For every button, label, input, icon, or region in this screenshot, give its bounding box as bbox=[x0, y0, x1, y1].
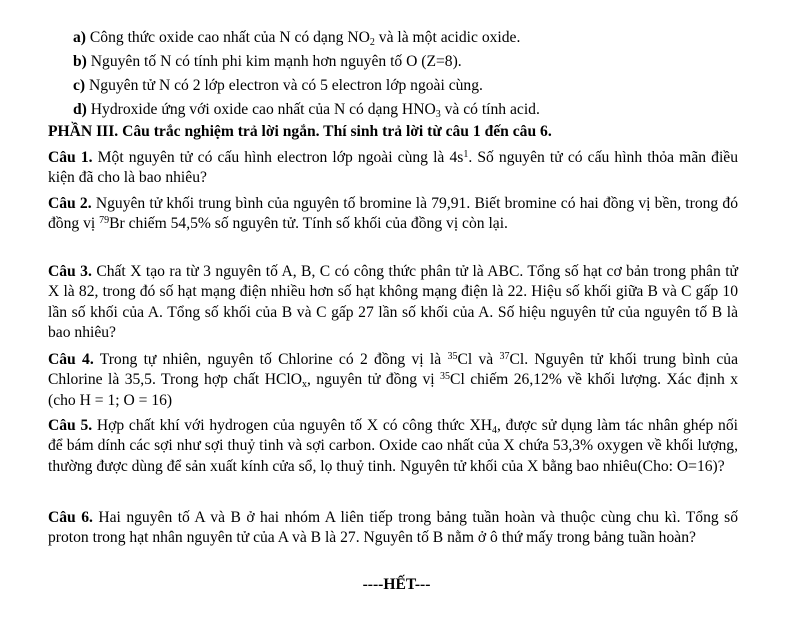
question-text: Trong tự nhiên, nguyên tố Chlorine có 2 đồng vị là bbox=[93, 351, 448, 368]
option-letter: c) bbox=[73, 77, 86, 94]
question-text: Cl. Nguyên tử khối trung bình của Chlorine là 35,5. Trong hợp chất HClO bbox=[48, 351, 739, 389]
question-text: Br chiếm 54,5% số nguyên tử. Tính số khối của đồng vị còn lại. bbox=[109, 215, 508, 233]
question-text: , nguyên tử đồng vị bbox=[306, 371, 441, 389]
question-text: . Số nguyên tử có cấu hình thỏa mãn điều kiện đã cho là bao nhiêu? bbox=[48, 149, 738, 187]
option-text: và có tính acid. bbox=[440, 101, 540, 118]
option-text: Nguyên tử N có 2 lớp electron và có 5 electron lớp ngoài cùng. bbox=[85, 77, 483, 94]
end-marker: ----HẾT--- bbox=[362, 576, 431, 593]
question-text: , được sử dụng làm tác nhân ghép nối để bám dính các sợi như sợi thuỷ tinh và sợi carbon. Oxide cao nhất của X chứa 53,3% oxygen về khối lượng, thường được dùng để sản xuất kính cửa sổ, lọ thuỷ tinh. Nguyên tử khối của X bằng bao nhiêu(Cho: O=16)? bbox=[48, 417, 738, 475]
question-label: Câu 5. bbox=[48, 417, 93, 434]
superscript: 35 bbox=[440, 371, 451, 383]
question-text: Một nguyên tử có cấu hình electron lớp ngoài cùng là 4s bbox=[92, 149, 464, 166]
option-letter: d) bbox=[73, 101, 87, 118]
subscript: 2 bbox=[369, 37, 375, 48]
section-heading: PHẦN III. Câu trắc nghiệm trả lời ngắn. Thí sinh trả lời từ câu 1 đến câu 6. bbox=[48, 123, 552, 140]
option-c bbox=[73, 76, 483, 96]
question-text: Cl chiếm 26,12% về khối lượng. Xác định x (cho H = 1; O = 16) bbox=[48, 371, 739, 409]
superscript: 35 bbox=[447, 351, 458, 362]
superscript: 1 bbox=[463, 149, 469, 160]
question-6 bbox=[48, 508, 738, 549]
question-text: Hai nguyên tố A và B ở hai nhóm A liên tiếp trong bảng tuần hoàn và thuộc cùng chu kì. Tổng số proton trong hạt nhân nguyên tử của A và B là 27. Nguyên tố B nằm ở ô thứ mấy trong bảng tuần hoàn? bbox=[48, 509, 738, 547]
option-text: và là một acidic oxide. bbox=[374, 29, 521, 46]
question-1 bbox=[48, 148, 738, 189]
option-text: Hydroxide ứng với oxide cao nhất của N có dạng HNO bbox=[86, 101, 436, 118]
question-5 bbox=[48, 416, 738, 477]
question-label: Câu 2. bbox=[48, 195, 92, 212]
superscript: 37 bbox=[499, 351, 510, 362]
question-text: Nguyên tử khối trung bình của nguyên tố bromine là 79,91. Biết bromine có hai đồng vị bền, trong đó đồng vị bbox=[48, 195, 739, 233]
option-d bbox=[73, 100, 540, 120]
question-label: Câu 1. bbox=[48, 149, 93, 166]
option-a bbox=[73, 28, 520, 48]
question-2 bbox=[48, 194, 738, 235]
question-text: Hợp chất khí với hydrogen của nguyên tố X có công thức XH bbox=[92, 417, 493, 434]
option-text: Nguyên tố N có tính phi kim mạnh hơn nguyên tố O (Z=8). bbox=[86, 53, 462, 70]
question-text: Chất X tạo ra từ 3 nguyên tố A, B, C có công thức phân tử là ABC. Tổng số hạt cơ bản trong phân tử X là 82, trong đó số hạt mạng điện nhiều hơn số hạt không mạng điện là 22. Hiệu số khối giữa B và C gấp 10 lần số khối của A. Tổng số khối của B và C gấp 27 lần số khối của A. Số hiệu nguyên tử của nguyên tố B là bao nhiêu? bbox=[48, 263, 738, 341]
question-label: Câu 6. bbox=[48, 509, 93, 526]
subscript: 3 bbox=[435, 109, 441, 120]
question-text: Cl và bbox=[457, 351, 500, 368]
question-3 bbox=[48, 262, 738, 343]
option-letter: b) bbox=[73, 53, 87, 70]
question-4 bbox=[48, 350, 738, 411]
option-b bbox=[73, 52, 462, 72]
superscript: 79 bbox=[99, 215, 110, 227]
question-label: Câu 3. bbox=[48, 263, 92, 280]
question-label: Câu 4. bbox=[48, 351, 94, 368]
subscript: x bbox=[301, 379, 307, 391]
option-letter: a) bbox=[73, 29, 86, 46]
subscript: 4 bbox=[492, 425, 498, 436]
option-text: Công thức oxide cao nhất của N có dạng NO bbox=[86, 29, 370, 46]
